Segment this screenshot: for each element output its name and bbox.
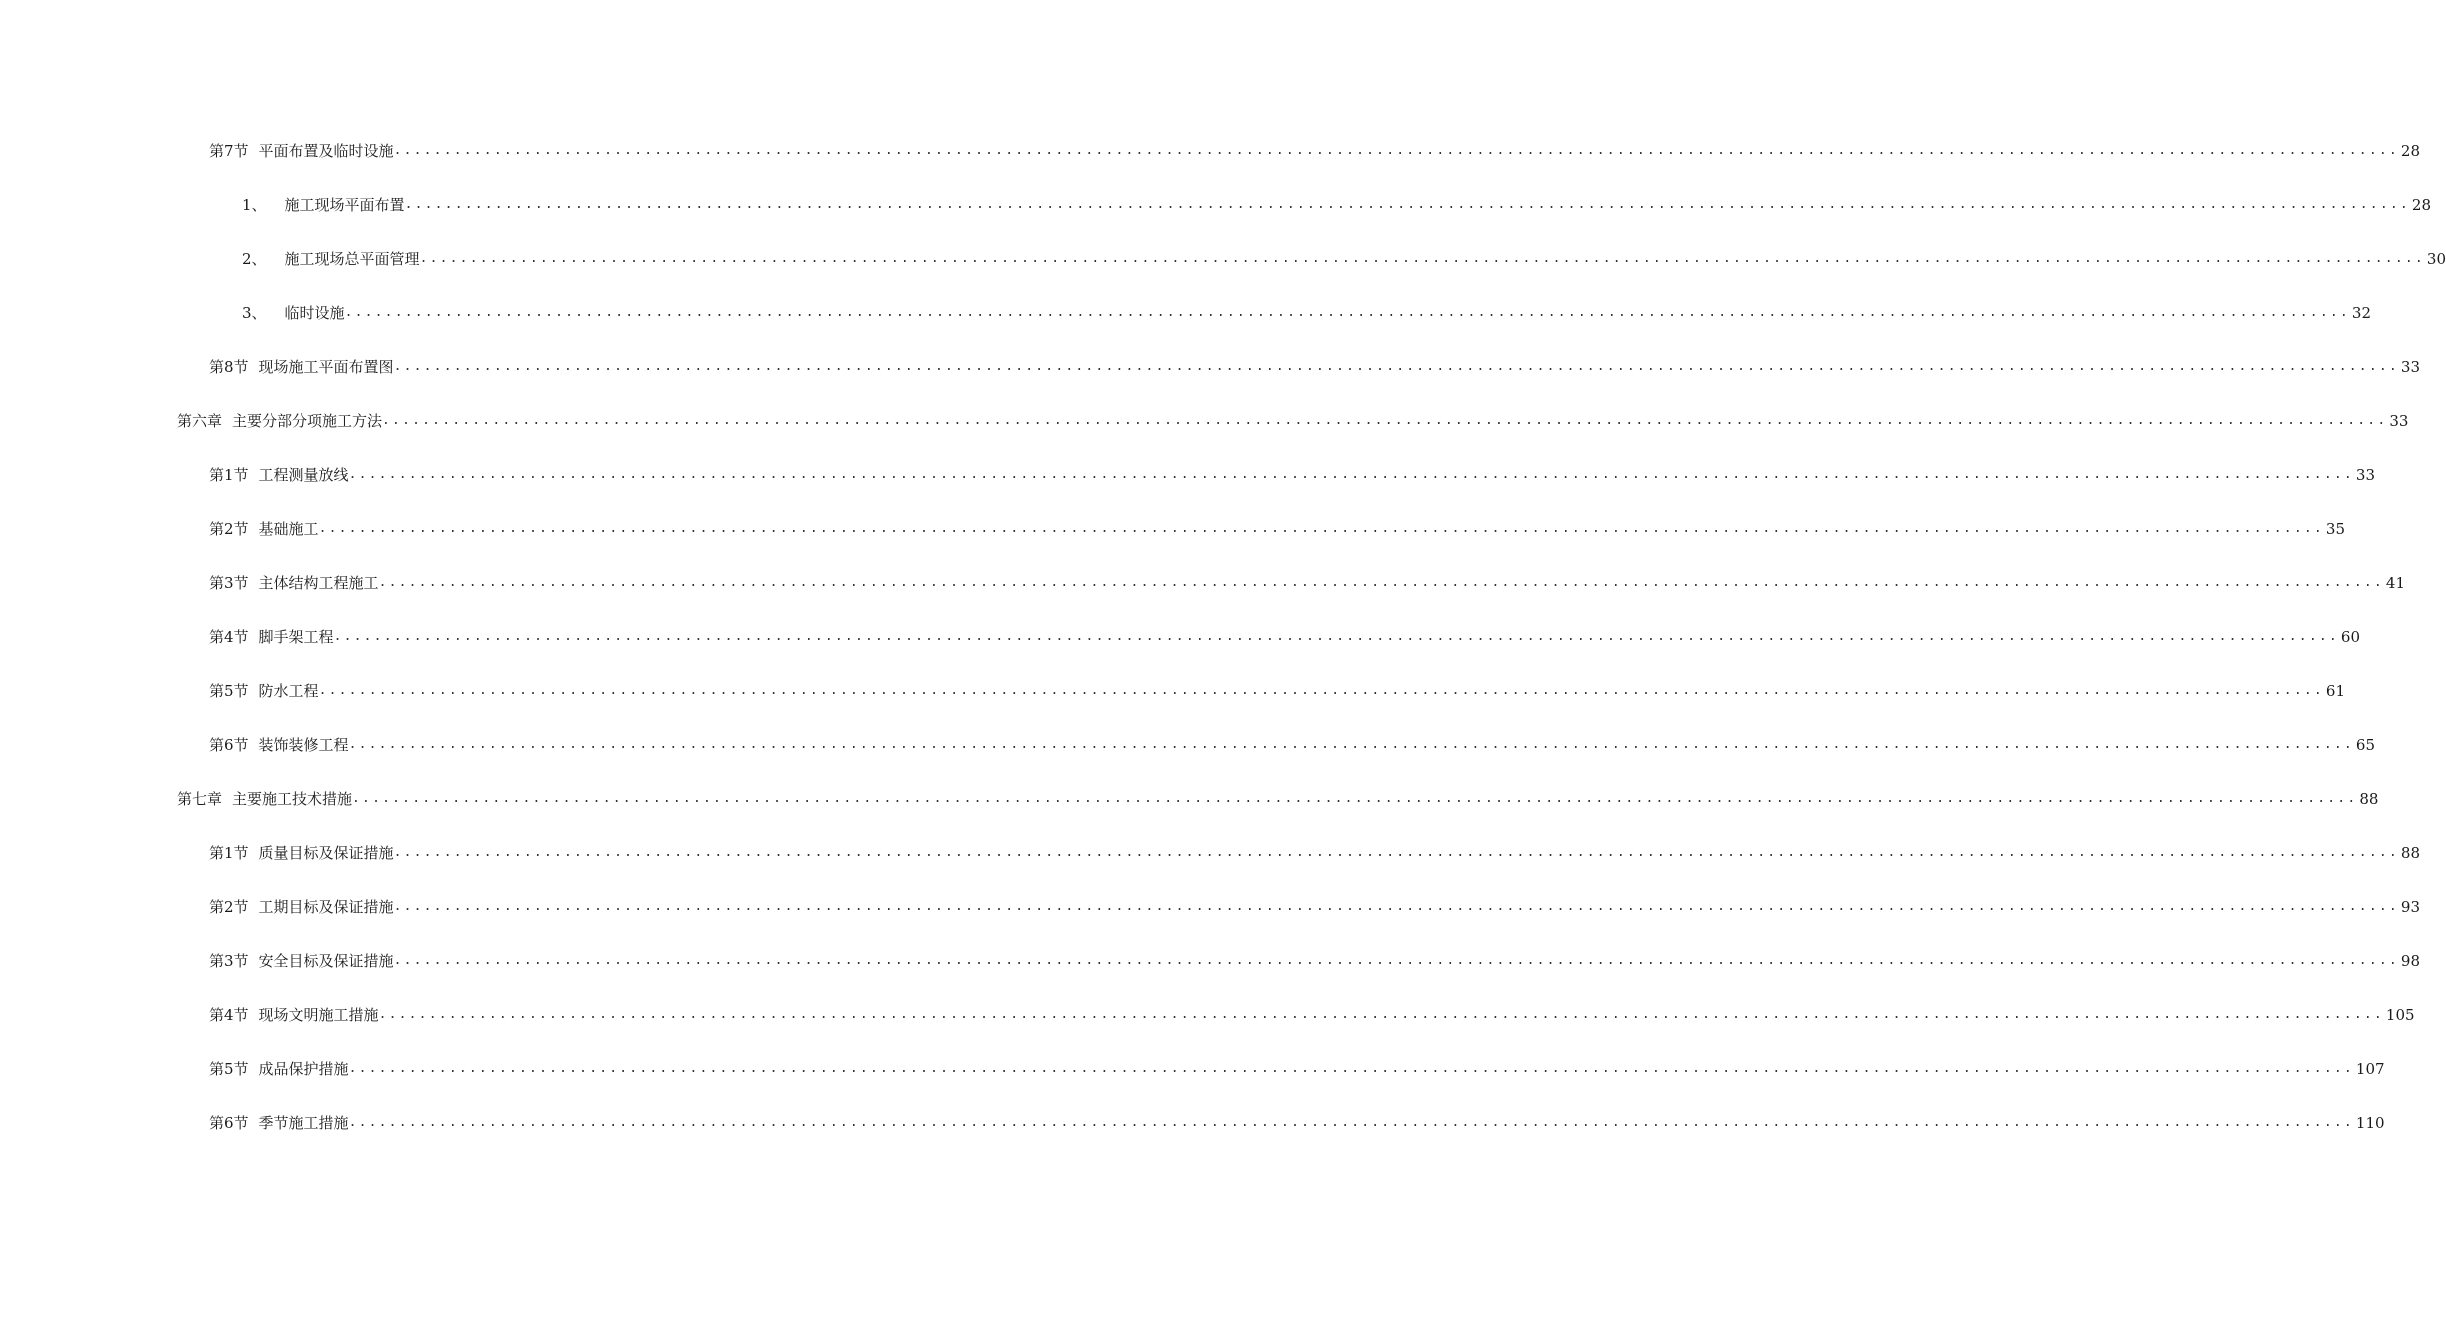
table-of-contents [0, 124, 2446, 1150]
toc-entry-title: 主要分部分项施工方法 [232, 412, 383, 430]
toc-entry[interactable] [0, 718, 2375, 772]
toc-dot-leader: ........................................................................................................................................................................................................ [348, 467, 2354, 482]
toc-dot-leader: ........................................................................................................................................................................................................ [393, 143, 2399, 158]
toc-entry-page: 35 [2325, 520, 2345, 538]
toc-entry[interactable] [0, 1042, 2385, 1096]
toc-entry-page: 105 [2385, 1006, 2415, 1024]
toc-entry[interactable] [0, 1096, 2385, 1150]
toc-entry-page: 41 [2385, 574, 2405, 592]
toc-entry-title: 施工现场总平面管理 [284, 250, 420, 268]
toc-entry-number: 第6节 [209, 736, 249, 754]
toc-entry-title: 主要施工技术措施 [232, 790, 353, 808]
toc-entry[interactable] [0, 610, 2360, 664]
toc-dot-leader: ........................................................................................................................................................................................................ [333, 629, 2339, 644]
toc-entry-number: 第2节 [209, 520, 249, 538]
toc-entry[interactable] [0, 880, 2420, 934]
toc-dot-leader: ........................................................................................................................................................................................................ [404, 197, 2410, 212]
toc-entry-title: 现场施工平面布置图 [258, 358, 394, 376]
toc-entry[interactable] [0, 178, 2431, 232]
toc-entry-title: 工程测量放线 [258, 466, 349, 484]
toc-entry-page: 61 [2325, 682, 2345, 700]
toc-entry-page: 32 [2351, 304, 2371, 322]
toc-entry[interactable] [0, 988, 2415, 1042]
toc-entry-title: 季节施工措施 [258, 1114, 349, 1132]
toc-entry[interactable] [0, 664, 2345, 718]
toc-entry[interactable] [0, 772, 2379, 826]
toc-entry-page: 30 [2426, 250, 2446, 268]
toc-entry-number: 第3节 [209, 574, 249, 592]
toc-dot-leader: ........................................................................................................................................................................................................ [393, 953, 2399, 968]
toc-dot-leader: ........................................................................................................................................................................................................ [352, 791, 2358, 806]
toc-dot-leader: ........................................................................................................................................................................................................ [348, 1061, 2354, 1076]
toc-entry-page: 28 [2411, 196, 2431, 214]
toc-entry-title: 临时设施 [284, 304, 345, 322]
toc-entry-title: 装饰装修工程 [258, 736, 349, 754]
toc-entry[interactable] [0, 934, 2420, 988]
toc-entry-title: 平面布置及临时设施 [258, 142, 394, 160]
toc-entry-title: 质量目标及保证措施 [258, 844, 394, 862]
toc-entry-title: 工期目标及保证措施 [258, 898, 394, 916]
toc-entry-title: 防水工程 [258, 682, 319, 700]
toc-entry-number: 第4节 [209, 1006, 249, 1024]
toc-dot-leader: ........................................................................................................................................................................................................ [378, 575, 2384, 590]
toc-entry[interactable] [0, 232, 2446, 286]
toc-entry-page: 93 [2400, 898, 2420, 916]
toc-entry-title: 成品保护措施 [258, 1060, 349, 1078]
toc-entry[interactable] [0, 124, 2420, 178]
toc-entry-number: 第六章 [177, 412, 223, 430]
toc-entry-page: 107 [2355, 1060, 2385, 1078]
toc-entry-number: 2、 [242, 250, 267, 268]
toc-entry-number: 3、 [242, 304, 267, 322]
toc-entry-page: 88 [2400, 844, 2420, 862]
toc-entry-page: 65 [2355, 736, 2375, 754]
toc-dot-leader: ........................................................................................................................................................................................................ [419, 251, 2425, 266]
toc-dot-leader: ........................................................................................................................................................................................................ [382, 413, 2388, 428]
toc-entry[interactable] [0, 826, 2420, 880]
toc-dot-leader: ........................................................................................................................................................................................................ [348, 737, 2354, 752]
toc-entry-number: 第1节 [209, 466, 249, 484]
toc-entry-title: 安全目标及保证措施 [258, 952, 394, 970]
toc-entry[interactable] [0, 556, 2405, 610]
toc-entry-page: 33 [2400, 358, 2420, 376]
toc-entry-page: 98 [2400, 952, 2420, 970]
toc-entry[interactable] [0, 286, 2371, 340]
toc-entry-number: 第8节 [209, 358, 249, 376]
toc-entry-number: 1、 [242, 196, 267, 214]
toc-entry-page: 33 [2355, 466, 2375, 484]
toc-entry-title: 主体结构工程施工 [258, 574, 379, 592]
toc-dot-leader: ........................................................................................................................................................................................................ [393, 899, 2399, 914]
toc-entry-number: 第七章 [177, 790, 223, 808]
toc-entry-number: 第3节 [209, 952, 249, 970]
toc-entry-page: 33 [2389, 412, 2409, 430]
toc-dot-leader: ........................................................................................................................................................................................................ [393, 845, 2399, 860]
toc-entry-number: 第5节 [209, 1060, 249, 1078]
toc-dot-leader: ........................................................................................................................................................................................................ [378, 1007, 2384, 1022]
toc-entry-page: 28 [2400, 142, 2420, 160]
toc-entry-page: 110 [2355, 1114, 2385, 1132]
toc-entry-title: 施工现场平面布置 [284, 196, 405, 214]
toc-entry[interactable] [0, 448, 2375, 502]
toc-entry-title: 现场文明施工措施 [258, 1006, 379, 1024]
toc-entry-title: 脚手架工程 [258, 628, 334, 646]
toc-entry[interactable] [0, 394, 2409, 448]
toc-entry-number: 第2节 [209, 898, 249, 916]
toc-dot-leader: ........................................................................................................................................................................................................ [318, 683, 2324, 698]
toc-entry-page: 60 [2340, 628, 2360, 646]
toc-dot-leader: ........................................................................................................................................................................................................ [318, 521, 2324, 536]
toc-entry-number: 第7节 [209, 142, 249, 160]
toc-entry-title: 基础施工 [258, 520, 319, 538]
toc-entry[interactable] [0, 340, 2420, 394]
toc-entry-number: 第5节 [209, 682, 249, 700]
toc-dot-leader: ........................................................................................................................................................................................................ [393, 359, 2399, 374]
toc-entry-number: 第4节 [209, 628, 249, 646]
toc-entry[interactable] [0, 502, 2345, 556]
toc-entry-number: 第1节 [209, 844, 249, 862]
toc-entry-number: 第6节 [209, 1114, 249, 1132]
toc-entry-page: 88 [2359, 790, 2379, 808]
toc-dot-leader: ........................................................................................................................................................................................................ [344, 305, 2350, 320]
toc-dot-leader: ........................................................................................................................................................................................................ [348, 1115, 2354, 1130]
